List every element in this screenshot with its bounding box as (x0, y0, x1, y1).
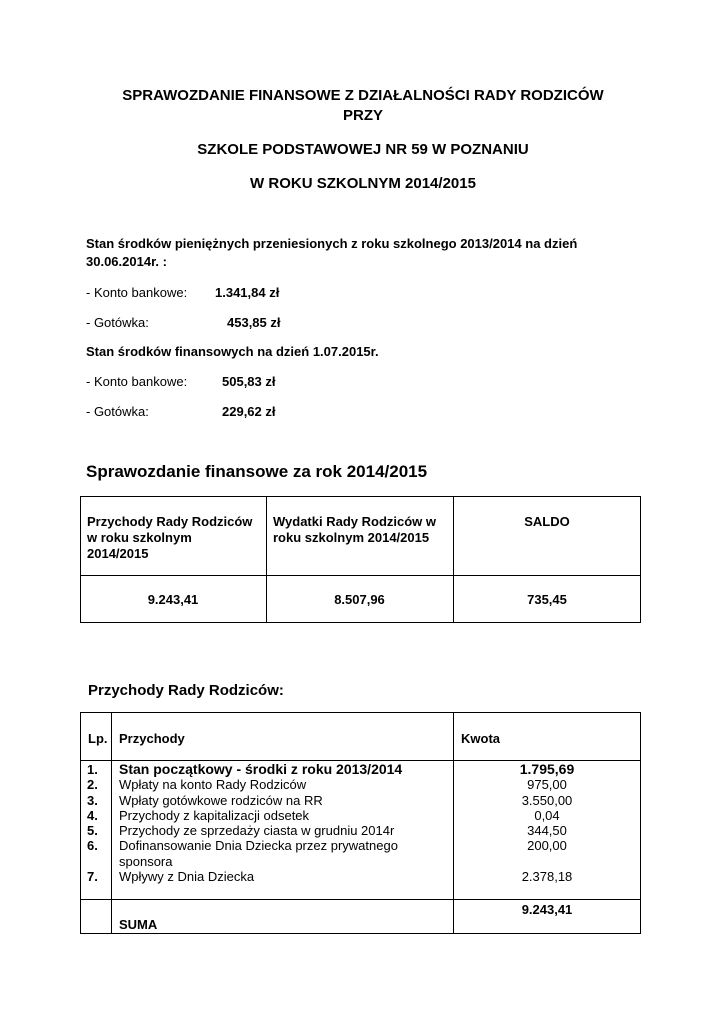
income-row-descriptions (119, 762, 402, 884)
report-heading: Sprawozdanie finansowe za rok 2014/2015 (86, 462, 428, 481)
page-title-line2: PRZY (342, 107, 383, 124)
income-sum-value: 9.243,41 (521, 902, 573, 917)
income-divider (111, 712, 112, 934)
income-header-description: Przychody (119, 731, 185, 746)
income-header-lp: Lp. (88, 731, 108, 746)
income-sum-label: SUMA (119, 917, 158, 932)
list-item: Przychody z kapitalizacji odsetek (119, 807, 310, 823)
opening-bank-value: 1.341,84 zł (215, 285, 280, 300)
opening-label-line2: 30.06.2014r. : (86, 254, 167, 269)
summary-value-expenses: 8.507,96 (334, 592, 385, 607)
summary-divider (80, 575, 641, 576)
opening-cash-label: - Gotówka: (86, 315, 149, 330)
opening-label-line1: Stan środków pieniężnych przeniesionych z roku szkolnego 2013/2014 na dzień (86, 236, 578, 251)
closing-label: Stan środków finansowych na dzień 1.07.2015r. (86, 344, 379, 359)
summary-header-expenses: Wydatki Rady Rodziców w roku szkolnym 2014/2015 (273, 514, 437, 545)
closing-cash-value: 229,62 zł (222, 404, 276, 419)
closing-bank-label: - Konto bankowe: (86, 374, 188, 389)
income-row-amounts: 1.795,69 975,00 3.550,00 0,04 344,50 200,00 2.378,18 (519, 761, 575, 885)
list-item: Przychody ze sprzedaży ciasta w grudniu 2014r (119, 823, 395, 839)
list-item: Wpłaty gotówkowe rodziców na RR (119, 792, 323, 808)
summary-header-income: Przychody Rady Rodziców w roku szkolnym 2014/2015 (87, 514, 253, 561)
summary-value-income: 9.243,41 (147, 592, 199, 607)
income-row-numbers: 1. 2. 3. 4. 5. 6. 7. (87, 762, 98, 885)
income-divider (80, 899, 641, 900)
closing-bank-value: 505,83 zł (222, 374, 276, 389)
list-item: Wpłaty na konto Rady Rodziców (119, 777, 307, 793)
list-item: Stan początkowy - środki z roku 2013/2014 (119, 761, 403, 777)
school-name: SZKOLE PODSTAWOWEJ NR 59 W POZNANIU (197, 141, 529, 158)
closing-cash-label: - Gotówka: (86, 404, 149, 419)
page-title-line1: SPRAWOZDANIE FINANSOWE Z DZIAŁALNOŚCI RADY RODZICÓW (122, 87, 604, 104)
summary-value-balance: 735,45 (527, 592, 567, 607)
list-item: sponsora (119, 853, 173, 869)
income-header-amount: Kwota (461, 731, 500, 746)
summary-header-balance: SALDO (524, 514, 570, 529)
opening-bank-label: - Konto bankowe: (86, 285, 188, 300)
list-item: Dofinansowanie Dnia Dziecka przez prywatnego (119, 838, 398, 854)
opening-cash-value: 453,85 zł (227, 315, 281, 330)
list-item: Wpływy z Dnia Dziecka (119, 869, 255, 885)
income-heading: Przychody Rady Rodziców: (88, 682, 284, 699)
school-year: W ROKU SZKOLNYM 2014/2015 (250, 175, 476, 192)
